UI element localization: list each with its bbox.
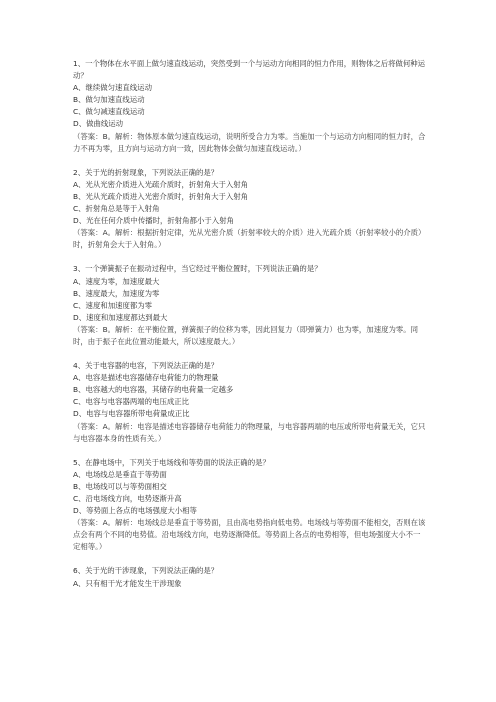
question-2: [73, 167, 427, 252]
option-b: B、速度最大，加速度为零: [73, 288, 160, 298]
answer-explanation: （答案：B。解析：在平衡位置，弹簧振子的位移为零，因此回复力（即弹簧力）也为零，加速度为零。同时，由于振子在此位置动能最大，所以速度最大。）: [73, 324, 419, 346]
question-6: [73, 565, 427, 589]
option-a: A、继续做匀速直线运动: [73, 83, 152, 93]
option-c: C、电容与电容器两端的电压成正比: [73, 397, 190, 407]
question-title: 5、在静电场中，下列关于电场线和等势面的说法正确的是？: [73, 457, 270, 467]
question-title: 6、关于光的干涉现象，下列说法正确的是？: [73, 566, 219, 576]
option-b: B、做匀加速直线运动: [73, 95, 145, 105]
answer-explanation: （答案：A。解析：电场线总是垂直于等势面，且由高电势指向低电势。电场线与等势面不能相交，否则在该点会有两个不同的电势值。沿电场线方向，电势逐渐降低。等势面上各点的电势相等，但电场强度大小不一定相等。）: [73, 518, 426, 552]
option-b: B、光从光疏介质进入光密介质时，折射角大于入射角: [73, 191, 249, 201]
option-b: B、电容越大的电容器，其储存的电荷量一定越多: [73, 385, 234, 395]
option-a: A、光从光密介质进入光疏介质时，折射角大于入射角: [73, 179, 249, 189]
question-3: [73, 263, 427, 348]
question-title: 1、一个物体在水平面上做匀速直线运动，突然受到一个与运动方向相同的恒力作用，则物体之后将做何种运动？: [73, 59, 426, 81]
option-d: D、速度和加速度都达到最大: [73, 312, 168, 322]
option-a: A、只有相干光才能发生干涉现象: [73, 578, 182, 588]
answer-explanation: （答案：A。解析：根据折射定律，光从光密介质（折射率较大的介质）进入光疏介质（折射率较小的介质）时，折射角会大于入射角。）: [73, 228, 426, 250]
option-a: A、电容是描述电容器储存电荷能力的物理量: [73, 373, 219, 383]
answer-explanation: （答案：A。解析：电容是描述电容器储存电荷能力的物理量，与电容器两端的电压或所带电荷量无关，它只与电容器本身的性质有关。）: [73, 421, 426, 443]
option-c: C、速度和加速度都为零: [73, 300, 153, 310]
option-c: C、沿电场线方向，电势逐渐升高: [73, 494, 182, 503]
option-d: D、光在任何介质中传播时，折射角都小于入射角: [73, 216, 234, 226]
option-c: C、做匀减速直线运动: [73, 107, 145, 117]
option-b: B、电场线可以与等势面相交: [73, 481, 167, 491]
option-d: D、等势面上各点的电场强度大小相等: [73, 506, 197, 516]
question-4: [73, 360, 427, 445]
option-d: D、做曲线运动: [73, 119, 124, 129]
option-a: A、速度为零，加速度最大: [73, 276, 160, 286]
question-1: [73, 58, 427, 155]
question-5: [73, 457, 427, 554]
answer-explanation: （答案：B。解析：物体原本做匀速直线运动，说明所受合力为零。当施加一个与运动方向相同的恒力时，合力不再为零，且方向与运动方向一致，因此物体会做匀加速直线运动。）: [73, 131, 426, 153]
document-page: [73, 58, 427, 602]
question-title: 4、关于电容器的电容，下列说法正确的是？: [73, 361, 219, 371]
option-d: D、电容与电容器所带电荷量成正比: [73, 409, 190, 419]
question-title: 2、关于光的折射现象，下列说法正确的是？: [73, 167, 219, 177]
question-title: 3、一个弹簧振子在振动过程中，当它经过平衡位置时，下列说法正确的是？: [73, 264, 322, 274]
option-c: C、折射角总是等于入射角: [73, 204, 160, 214]
option-a: A、电场线总是垂直于等势面: [73, 469, 167, 479]
